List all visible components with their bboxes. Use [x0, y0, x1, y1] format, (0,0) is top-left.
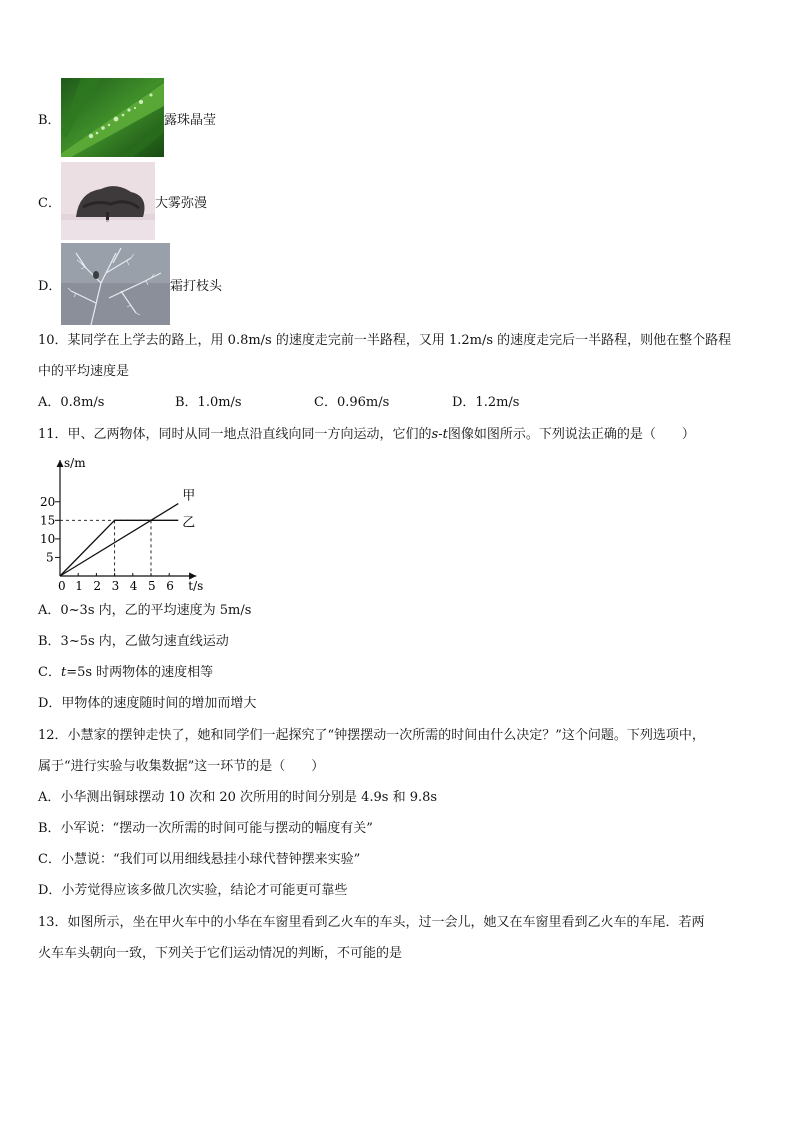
q11-option-c-var: t: [60, 665, 67, 680]
q11-option-c[interactable]: [38, 664, 213, 682]
series-line-jia: [60, 504, 178, 576]
dewdrop-photo: [61, 78, 164, 157]
q13-stem-line1: 13．如图所示，坐在甲火车中的小华在车窗里看到乙火车的车头，过一会儿，她又在车窗里看到乙火车的车尾．若两: [38, 915, 705, 930]
q10-stem-line2: 中的平均速度是: [38, 364, 130, 379]
x-axis-label: t/s: [188, 579, 204, 593]
q9-option-d: [38, 243, 338, 325]
q11-option-a[interactable]: A．0~3s 内，乙的平均速度为 5m/s: [38, 603, 252, 618]
x-tick-label: 1: [75, 579, 83, 593]
q10-option-a[interactable]: A．0.8m/s: [38, 395, 105, 410]
chart-plot: [40, 456, 203, 593]
q10-stem-line1: 10．某同学在上学去的路上，用 0.8m/s 的速度走完前一半路程，又用 1.2m/s 的速度走完后一半路程，则他在整个路程: [38, 333, 732, 348]
series-label-jia: 甲: [182, 488, 196, 504]
q10-options: [38, 394, 758, 412]
series-line-yi: [60, 520, 178, 576]
x-tick-label: 2: [93, 579, 102, 593]
y-tick-label: 20: [40, 494, 56, 509]
q10-option-d[interactable]: D．1.2m/s: [452, 395, 520, 410]
x-tick-label: 0: [58, 579, 66, 593]
q13-stem-line2: 火车车头朝向一致，下列关于它们运动情况的判断，不可能的是: [38, 946, 403, 961]
q11-option-c-prefix: C．: [38, 665, 61, 680]
y-axis-label: s/m: [64, 456, 86, 470]
q11-stem-symbol: s-t: [431, 427, 448, 442]
x-tick-label: 4: [129, 579, 138, 593]
q11-stem-before: 11．甲、乙两物体，同时从同一地点沿直线向同一方向运动，它们的: [38, 427, 432, 442]
x-tick-label: 6: [166, 579, 174, 593]
q11-option-d[interactable]: D．甲物体的速度随时间的增加而增大: [38, 696, 257, 711]
y-tick-label: 15: [40, 513, 56, 528]
option-letter: B．: [38, 113, 61, 128]
q12-stem-line2: 属于“进行实验与收集数据”这一环节的是（ ）: [38, 759, 325, 774]
x-tick-label: 3: [111, 579, 120, 593]
series-label-yi: 乙: [182, 515, 196, 531]
q9-option-c: [38, 162, 338, 240]
frost-photo: [61, 243, 170, 325]
q12-option-a[interactable]: A．小华测出铜球摆动 10 次和 20 次所用的时间分别是 4.9s 和 9.8s: [38, 790, 438, 805]
option-caption: 大雾弥漫: [155, 196, 208, 211]
q12-option-c[interactable]: C．小慧说：“我们可以用细线悬挂小球代替钟摆来实验”: [38, 852, 361, 867]
y-tick-label: 10: [40, 531, 56, 546]
y-tick-label: 5: [46, 550, 54, 565]
q10-option-c[interactable]: C．0.96m/s: [314, 395, 390, 410]
q9-option-b: [38, 78, 338, 158]
st-graph: [40, 452, 230, 594]
q12-option-d[interactable]: D．小芳觉得应该多做几次实验，结论才可能更可靠些: [38, 883, 348, 898]
option-letter: D．: [38, 279, 62, 294]
q12-stem-line1: 12．小慧家的摆钟走快了，她和同学们一起探究了“钟摆摆动一次所需的时间由什么决定？”这个问题。下列选项中，: [38, 728, 705, 743]
q10-option-b[interactable]: B．1.0m/s: [175, 395, 242, 410]
option-letter: C．: [38, 196, 61, 211]
q11-stem-after: 图像如图所示。下列说法正确的是（ ）: [447, 427, 695, 442]
option-caption: 露珠晶莹: [164, 113, 217, 128]
fog-photo: [61, 162, 155, 240]
q11-stem: [38, 426, 695, 444]
q11-option-b[interactable]: B．3~5s 内，乙做匀速直线运动: [38, 634, 229, 649]
q11-option-c-rest: =5s 时两物体的速度相等: [66, 665, 214, 680]
q12-option-b[interactable]: B．小军说：“摆动一次所需的时间可能与摆动的幅度有关”: [38, 821, 373, 836]
x-tick-label: 5: [148, 579, 156, 593]
option-caption: 霜打枝头: [170, 279, 223, 294]
